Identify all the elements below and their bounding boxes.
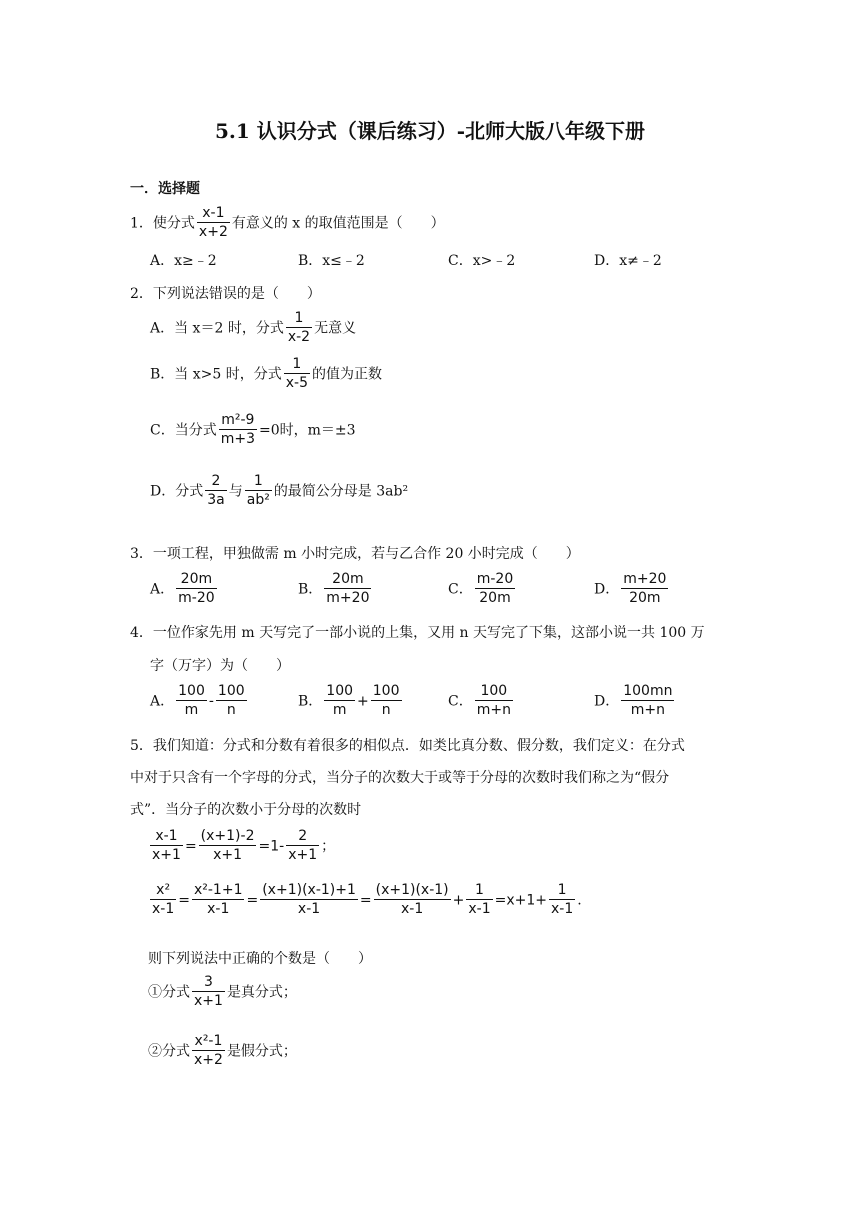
q5e2-numerator-2: x²-1+1	[192, 883, 245, 900]
q3a-fraction	[176, 572, 217, 607]
q2-option-b	[150, 357, 382, 392]
q2d-prefix: D．分式	[150, 483, 204, 500]
q5e2-denominator-4: x-1	[400, 901, 424, 918]
q2a-prefix: A．当 x＝2 时，分式	[150, 320, 284, 337]
q4b-label: B．	[298, 693, 323, 710]
q2b-suffix: 的值为正数	[311, 366, 382, 383]
question-5-line-2: 中对于只含有一个字母的分式，当分子的次数大于或等于分母的次数时我们称之为“假分	[130, 770, 670, 786]
q3a-denominator: m-20	[178, 590, 215, 607]
question-5-line-1: 5．我们知道：分式和分数有着很多的相似点．如类比真分数、假分数，我们定义：在分式	[130, 738, 685, 754]
q3c-fraction	[475, 572, 516, 607]
q4a-operator: -	[208, 693, 214, 710]
q4d-label: D．	[594, 693, 620, 710]
q5s1-denominator: x+1	[194, 993, 223, 1010]
section-heading: 一．选择题	[130, 181, 200, 197]
q5e2-denominator-6: x-1	[551, 901, 574, 918]
q5s1-fraction	[192, 975, 225, 1010]
q5e1-denominator-1: x+1	[152, 847, 181, 864]
q4-option-d	[594, 684, 676, 719]
q5e2-denominator-2: x-1	[207, 901, 230, 918]
q5s2-fraction	[192, 1034, 225, 1069]
q3b-numerator: 20m	[324, 572, 371, 589]
q3-option-b	[298, 572, 373, 607]
q5-equation-1	[148, 829, 335, 864]
q2d-numerator-2: 1	[245, 474, 272, 491]
q4a-denominator-1: m	[184, 702, 199, 719]
question-3-stem: 3．一项工程，甲独做需 m 小时完成，若与乙合作 20 小时完成（ ）	[130, 546, 580, 562]
q5e2-end: .	[577, 892, 582, 909]
q5e2-numerator-6: 1	[549, 883, 575, 900]
q5s2-denominator: x+2	[194, 1052, 223, 1069]
q2d-suffix: 的最简公分母是 3ab²	[273, 483, 409, 500]
q1-fraction	[197, 206, 230, 241]
q2d-fraction-1	[205, 474, 227, 509]
q4c-label: C．	[448, 693, 473, 710]
q2c-denominator: m+3	[220, 431, 255, 448]
q2d-connector: 与	[228, 483, 243, 500]
q5e2-numerator-3: (x+1)(x-1)+1	[260, 883, 358, 900]
q5e1-fraction-1	[150, 829, 183, 864]
q4b-operator: +	[357, 693, 369, 710]
q1-prefix: 1．使分式	[130, 215, 195, 232]
q5e1-numerator-3: 2	[286, 829, 319, 846]
q2-option-a	[150, 311, 356, 346]
q5e1-equals-2: =1-	[258, 838, 285, 855]
q5e1-equals-1: =	[184, 838, 197, 855]
q4a-label: A．	[150, 693, 175, 710]
q5s2-numerator: x²-1	[192, 1034, 225, 1051]
q5e1-denominator-3: x+1	[288, 847, 318, 864]
question-1-stem	[130, 206, 445, 241]
q5e2-sign-3: =	[359, 892, 372, 909]
q5e1-fraction-2	[199, 829, 257, 864]
q2c-numerator: m²-9	[219, 413, 257, 430]
q3-option-d	[594, 572, 670, 607]
q2a-fraction	[286, 311, 312, 346]
q1-option-d: D．x≠﹣2	[594, 253, 662, 269]
q2d-denominator-1: 3a	[207, 492, 225, 509]
q4a-fraction-1	[176, 684, 207, 719]
q5e1-end: ；	[321, 838, 336, 855]
q4-option-c	[448, 684, 515, 719]
q5e1-fraction-3	[286, 829, 319, 864]
q5-statement-1	[148, 975, 297, 1010]
q5e2-fraction-2	[192, 883, 245, 918]
q3b-fraction	[324, 572, 371, 607]
q3-option-c	[448, 572, 517, 607]
q5-equation-2	[148, 883, 582, 918]
q5s2-suffix: 是假分式；	[226, 1043, 297, 1060]
q2b-fraction	[284, 357, 310, 392]
q5e2-denominator-5: x-1	[468, 901, 491, 918]
q3a-numerator: 20m	[176, 572, 217, 589]
q4-option-a	[150, 684, 249, 719]
question-4-stem-line-1: 4．一位作家先用 m 天写完了一部小说的上集，又用 n 天写完了下集，这部小说一共 100 万	[130, 625, 705, 641]
q5e2-denominator-3: x-1	[297, 901, 321, 918]
q1-option-c: C．x>﹣2	[448, 253, 516, 269]
q2d-fraction-2	[245, 474, 272, 509]
q4a-fraction-2	[216, 684, 247, 719]
q3d-label: D．	[594, 581, 620, 598]
q2c-fraction	[219, 413, 257, 448]
q4b-numerator-2: 100	[371, 684, 402, 701]
q2c-suffix: =0时，m＝±3	[259, 422, 356, 439]
q3c-numerator: m-20	[475, 572, 516, 589]
q5s2-prefix: ②分式	[148, 1043, 190, 1060]
q5e1-numerator-1: x-1	[150, 829, 183, 846]
q5e1-numerator-2: (x+1)-2	[199, 829, 257, 846]
q4d-numerator: 100mn	[621, 684, 674, 701]
q2a-denominator: x-2	[287, 329, 311, 346]
q3c-label: C．	[448, 581, 473, 598]
q5e2-numerator-4: (x+1)(x-1)	[374, 883, 451, 900]
q4b-fraction-1	[324, 684, 355, 719]
q3a-label: A．	[150, 581, 175, 598]
q4c-fraction	[475, 684, 513, 719]
q5e2-numerator-1: x²	[150, 883, 176, 900]
q5s1-suffix: 是真分式；	[226, 984, 297, 1001]
q4d-fraction	[621, 684, 674, 719]
q3d-fraction	[621, 572, 668, 607]
q2-option-d	[150, 474, 408, 509]
q5-question: 则下列说法中正确的个数是（ ）	[148, 951, 372, 967]
q2d-denominator-2: ab²	[246, 492, 270, 509]
question-2-stem: 2．下列说法错误的是（ ）	[130, 286, 321, 302]
q4d-denominator: m+n	[630, 702, 665, 719]
q5s1-numerator: 3	[192, 975, 225, 992]
page-title: 5.1 认识分式（课后练习）-北师大版八年级下册	[214, 119, 646, 143]
q2b-prefix: B．当 x>5 时，分式	[150, 366, 282, 383]
q1-suffix: 有意义的 x 的取值范围是（ ）	[231, 215, 445, 232]
q3d-numerator: m+20	[621, 572, 668, 589]
q4c-numerator: 100	[475, 684, 513, 701]
q5e2-fraction-4	[374, 883, 451, 918]
q5e2-denominator-1: x-1	[152, 901, 175, 918]
q2c-prefix: C．当分式	[150, 422, 217, 439]
q5e2-fraction-1	[150, 883, 176, 918]
q4b-fraction-2	[371, 684, 402, 719]
q5e2-fraction-6	[549, 883, 575, 918]
q2a-suffix: 无意义	[314, 320, 357, 337]
q5e2-sign-2: =	[246, 892, 259, 909]
q5e2-sign-5: =x+1+	[494, 892, 547, 909]
q2a-numerator: 1	[286, 311, 312, 328]
q5e2-sign-4: +	[452, 892, 465, 909]
q4a-numerator-2: 100	[216, 684, 247, 701]
q2d-numerator-1: 2	[205, 474, 227, 491]
q5e2-fraction-3	[260, 883, 358, 918]
q4b-denominator-2: n	[381, 702, 391, 719]
q4b-denominator-1: m	[332, 702, 347, 719]
q3c-denominator: 20m	[479, 590, 511, 607]
q3b-label: B．	[298, 581, 323, 598]
q4c-denominator: m+n	[476, 702, 511, 719]
q2-option-c	[150, 413, 356, 448]
q4a-denominator-2: n	[226, 702, 236, 719]
q1-denominator: x+2	[198, 224, 228, 241]
q3-option-a	[150, 572, 219, 607]
q1-option-b: B．x≤﹣2	[298, 253, 365, 269]
q5s1-prefix: ①分式	[148, 984, 190, 1001]
q4b-numerator-1: 100	[324, 684, 355, 701]
q1-numerator: x-1	[197, 206, 230, 223]
q5e2-fraction-5	[466, 883, 492, 918]
q5e1-denominator-2: x+1	[213, 847, 243, 864]
q5e2-sign-1: =	[178, 892, 190, 909]
q2b-denominator: x-5	[285, 375, 308, 392]
q5-statement-2	[148, 1034, 297, 1069]
question-4-stem-line-2: 字（万字）为（ ）	[150, 658, 290, 674]
q4a-numerator-1: 100	[176, 684, 207, 701]
q1-option-a: A．x≥﹣2	[150, 253, 217, 269]
question-5-line-3: 式”．当分子的次数小于分母的次数时	[130, 802, 362, 818]
q4-option-b	[298, 684, 404, 719]
q5e2-numerator-5: 1	[466, 883, 492, 900]
q3d-denominator: 20m	[629, 590, 661, 607]
q2b-numerator: 1	[284, 357, 310, 374]
q3b-denominator: m+20	[326, 590, 370, 607]
